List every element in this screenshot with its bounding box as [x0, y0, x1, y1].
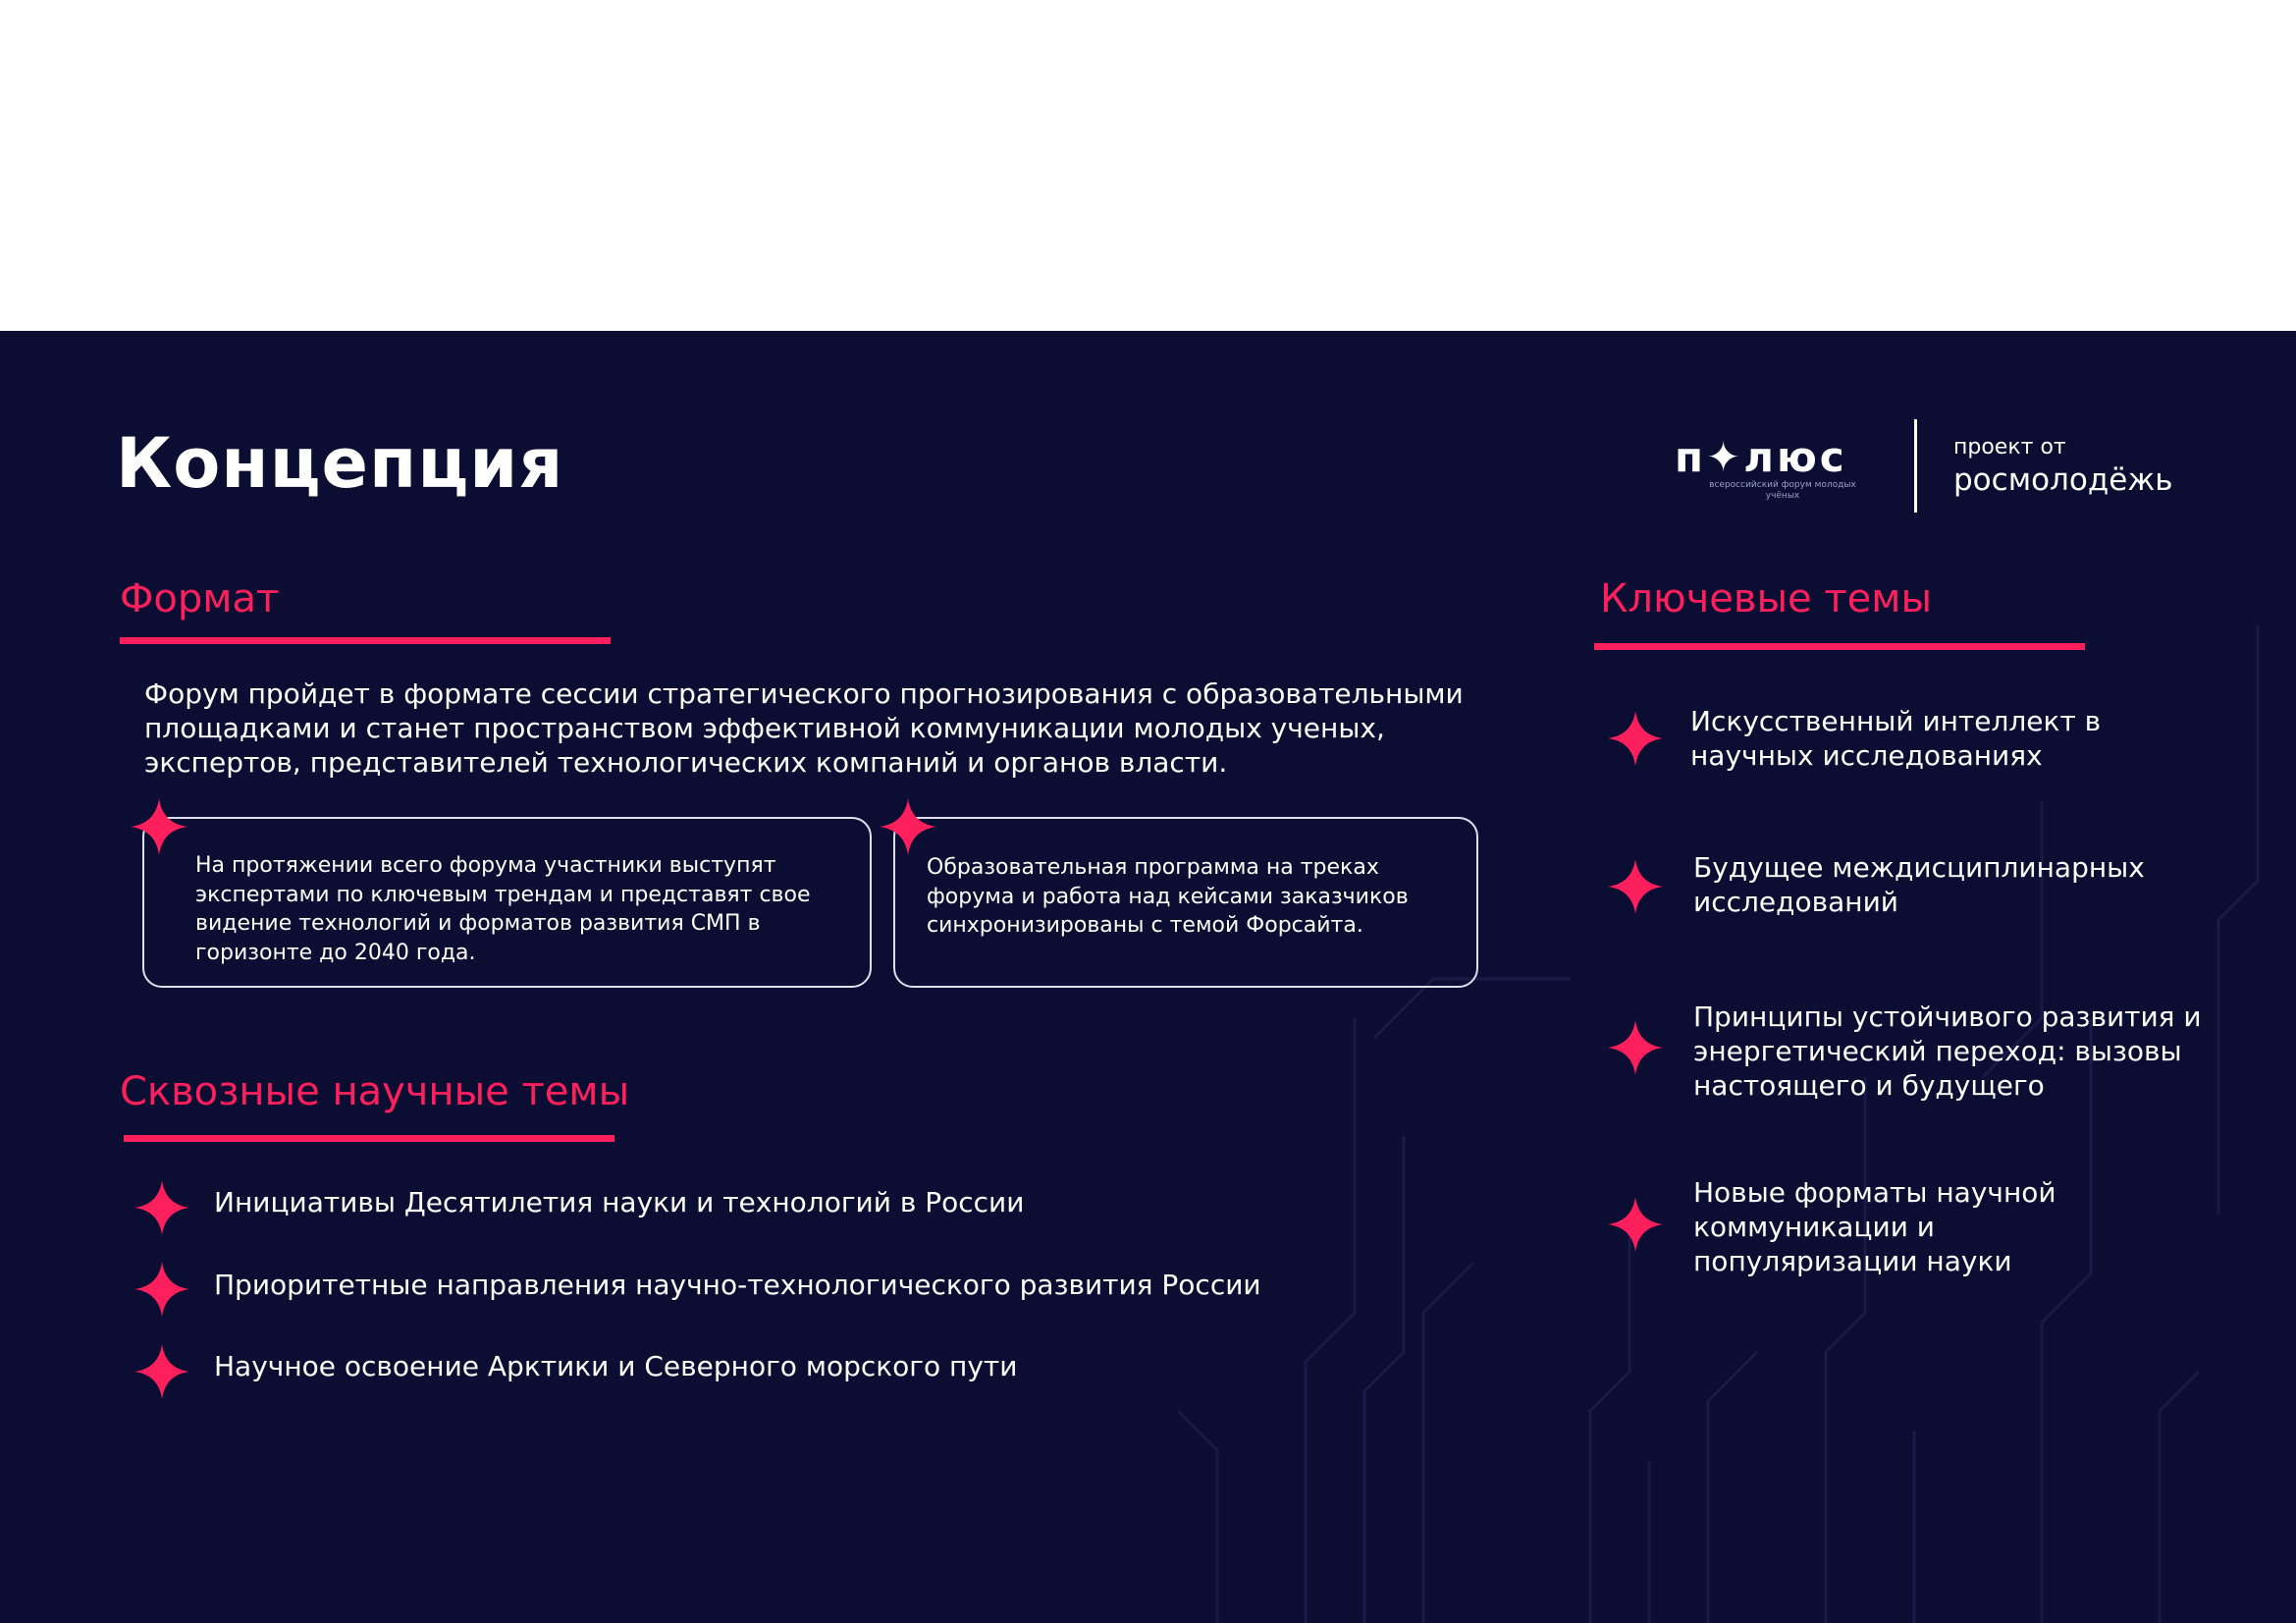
format-box-education-text: Образовательная программа на треках форума и работа над кейсами заказчиков синхронизированы с темой Форсайта. — [927, 855, 1409, 938]
rosmolodezh-logo: росмолодёжь — [1953, 462, 2173, 498]
four-point-star-icon — [134, 1180, 189, 1235]
cross-topic-item: Приоритетные направления научно-технологического развития России — [214, 1269, 1261, 1301]
four-point-star-icon — [880, 798, 936, 855]
format-box-experts — [142, 817, 872, 988]
key-topic-item: Будущее междисциплинарных исследований — [1693, 851, 2145, 918]
cross-topic-item: Научное освоение Арктики и Северного морского пути — [214, 1350, 1018, 1382]
four-point-star-icon — [1608, 1020, 1663, 1075]
format-paragraph: Форум пройдет в формате сессии стратегического прогнозирования с образовательными площадками и станет пространством эффективной коммуникации молодых ученых, экспертов, представителей технологических компаний и органов власти. — [144, 677, 1464, 779]
four-point-star-icon — [1608, 711, 1663, 766]
key-topic-item: Принципы устойчивого развития и энергетический переход: вызовы настоящего и будущего — [1693, 1001, 2202, 1102]
format-box-experts-text: На протяжении всего форума участники выступят экспертами по ключевым трендам и представят свое видение технологий и форматов развития СМП в горизонте до 2040 года. — [195, 853, 811, 965]
format-underline — [120, 637, 611, 644]
page-title: Концепция — [116, 423, 564, 504]
white-top-area — [0, 0, 2296, 331]
project-by-label: проект от — [1953, 435, 2066, 460]
four-point-star-icon — [134, 1262, 189, 1317]
key-topic-item: Искусственный интеллект в научных исследованиях — [1690, 705, 2102, 772]
polyus-logo: п✦люс — [1675, 433, 1847, 481]
key-topic-item: Новые форматы научной коммуникации и популяризации науки — [1693, 1176, 2056, 1277]
format-heading: Формат — [120, 576, 280, 622]
format-box-education — [893, 817, 1478, 988]
four-point-star-icon — [1608, 1197, 1663, 1252]
logo-divider — [1914, 419, 1917, 513]
four-point-star-icon — [134, 1344, 189, 1399]
slide — [0, 331, 2296, 1623]
cross-topic-item: Инициативы Десятилетия науки и технологий в России — [214, 1186, 1025, 1218]
key-topics-heading: Ключевые темы — [1600, 576, 1933, 622]
four-point-star-icon — [131, 798, 187, 855]
four-point-star-icon — [1608, 859, 1663, 914]
polyus-logo-subtitle: всероссийский форум молодых учёных — [1709, 480, 1856, 501]
key-topics-underline — [1594, 643, 2085, 650]
cross-topics-heading: Сквозные научные темы — [120, 1069, 630, 1114]
header-logo — [1669, 419, 2218, 517]
cross-topics-underline — [124, 1135, 614, 1142]
